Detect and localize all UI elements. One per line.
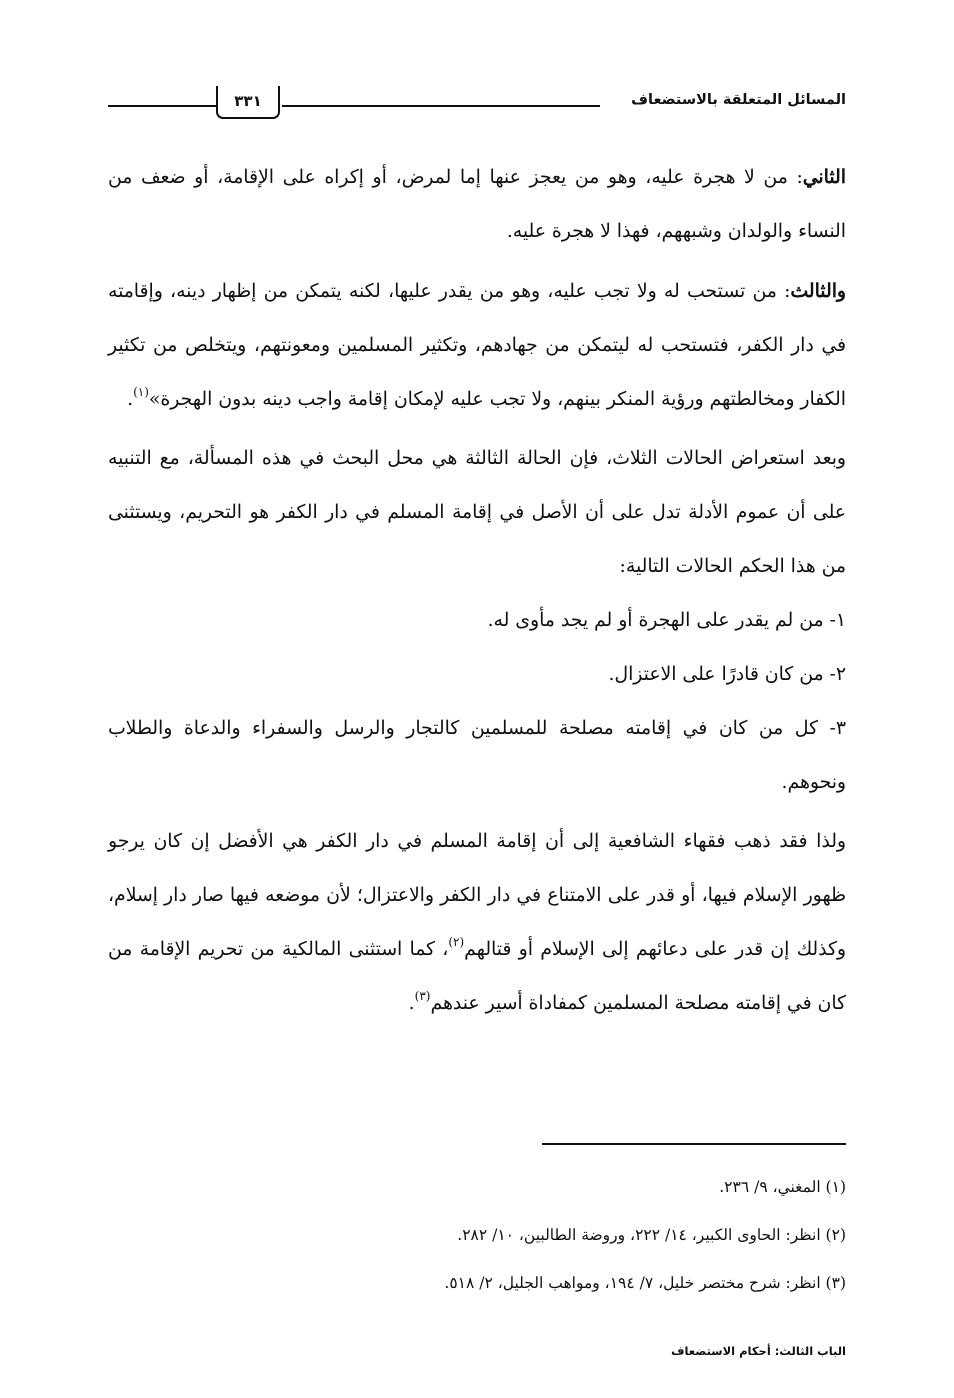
- footnote-ref: (٣): [414, 989, 431, 1003]
- paragraph-text: : من لا هجرة عليه، وهو من يعجز عنها إما لمرض، أو إكراه على الإقامة، أو ضعف من النساء والولدان وشبههم، فهذا لا هجرة عليه.: [108, 167, 846, 242]
- footnote-3: (٣) انظر: شرح مختصر خليل، ٧/ ١٩٤، ومواهب الجليل، ٢/ ٥١٨.: [444, 1274, 846, 1292]
- header-rule-left: [108, 105, 216, 107]
- paragraph-third-case: [108, 264, 846, 427]
- header-rule: [282, 105, 600, 107]
- paragraph-text: .: [408, 993, 415, 1014]
- list-item-1: ١- من لم يقدر على الهجرة أو لم يجد مأوى له.: [487, 610, 846, 631]
- paragraph-text: .: [127, 389, 134, 410]
- footnote-1: (١) المغني، ٩/ ٢٣٦.: [719, 1178, 846, 1196]
- paragraph-text: ، كما استثنى المالكية من تحريم الإقامة من كان في إقامته مصلحة المسلمين كمفاداة أسير عندهم: [108, 939, 846, 1014]
- list-item-2: ٢- من كان قادرًا على الاعتزال.: [608, 664, 846, 685]
- paragraph-review: وبعد استعراض الحالات الثلاث، فإن الحالة الثالثة هي محل البحث في هذه المسألة، مع التنبيه على أن عموم الأدلة تدل على أن الأصل في إقامة المسلم في دار الكفر هو التحريم، ويستثنى من هذا الحكم الحالات التالية:: [108, 448, 846, 577]
- paragraph-second-case: [108, 150, 846, 259]
- paragraph-shafii: [108, 815, 846, 1031]
- footnote-2: (٢) انظر: الحاوى الكبير، ١٤/ ٢٢٢، وروضة الطالبين، ١٠/ ٢٨٢.: [457, 1226, 846, 1244]
- footnotes: [108, 1163, 846, 1307]
- footnote-ref: (٢): [448, 935, 465, 949]
- paragraph-text: : من تستحب له ولا تجب عليه، وهو من يقدر عليها، لكنه يتمكن من إظهار دينه، وإقامته في دار الكفر، فتستحب له ليتمكن من جهادهم، وتكثير المسلمين ومعونتهم، ويتخلص من تكثير الكفار ومخالطتهم ورؤية المنكر بينهم، ولا تجب عليه لإمكان إقامة واجب دينه بدون الهجرة»: [108, 281, 846, 410]
- main-text: [108, 150, 846, 1031]
- page-number: ٣٣١: [216, 86, 280, 119]
- running-header-title: المسائل المتعلقة بالاستضعاف: [631, 92, 846, 108]
- paragraph-lead: الثاني: [802, 166, 846, 188]
- paragraph-lead: والثالث: [790, 280, 846, 302]
- footnote-separator: [542, 1143, 846, 1145]
- list-item-3: ٣- كل من كان في إقامته مصلحة للمسلمين كالتجار والرسل والسفراء والدعاة والطلاب ونحوهم.: [108, 718, 846, 793]
- running-footer: الباب الثالث: أحكام الاستضعاف: [671, 1344, 846, 1358]
- paragraph-text: ولذا فقد ذهب فقهاء الشافعية إلى أن إقامة المسلم في دار الكفر هي الأفضل إن كان يرجو ظهور الإسلام فيها، أو قدر على الامتناع في دار الكفر والاعتزال؛ لأن موضعه فيها صار دار إسلام، وكذلك إن قدر على دعائهم إلى الإسلام أو قتالهم: [108, 831, 847, 960]
- footnote-ref: (١): [133, 385, 149, 399]
